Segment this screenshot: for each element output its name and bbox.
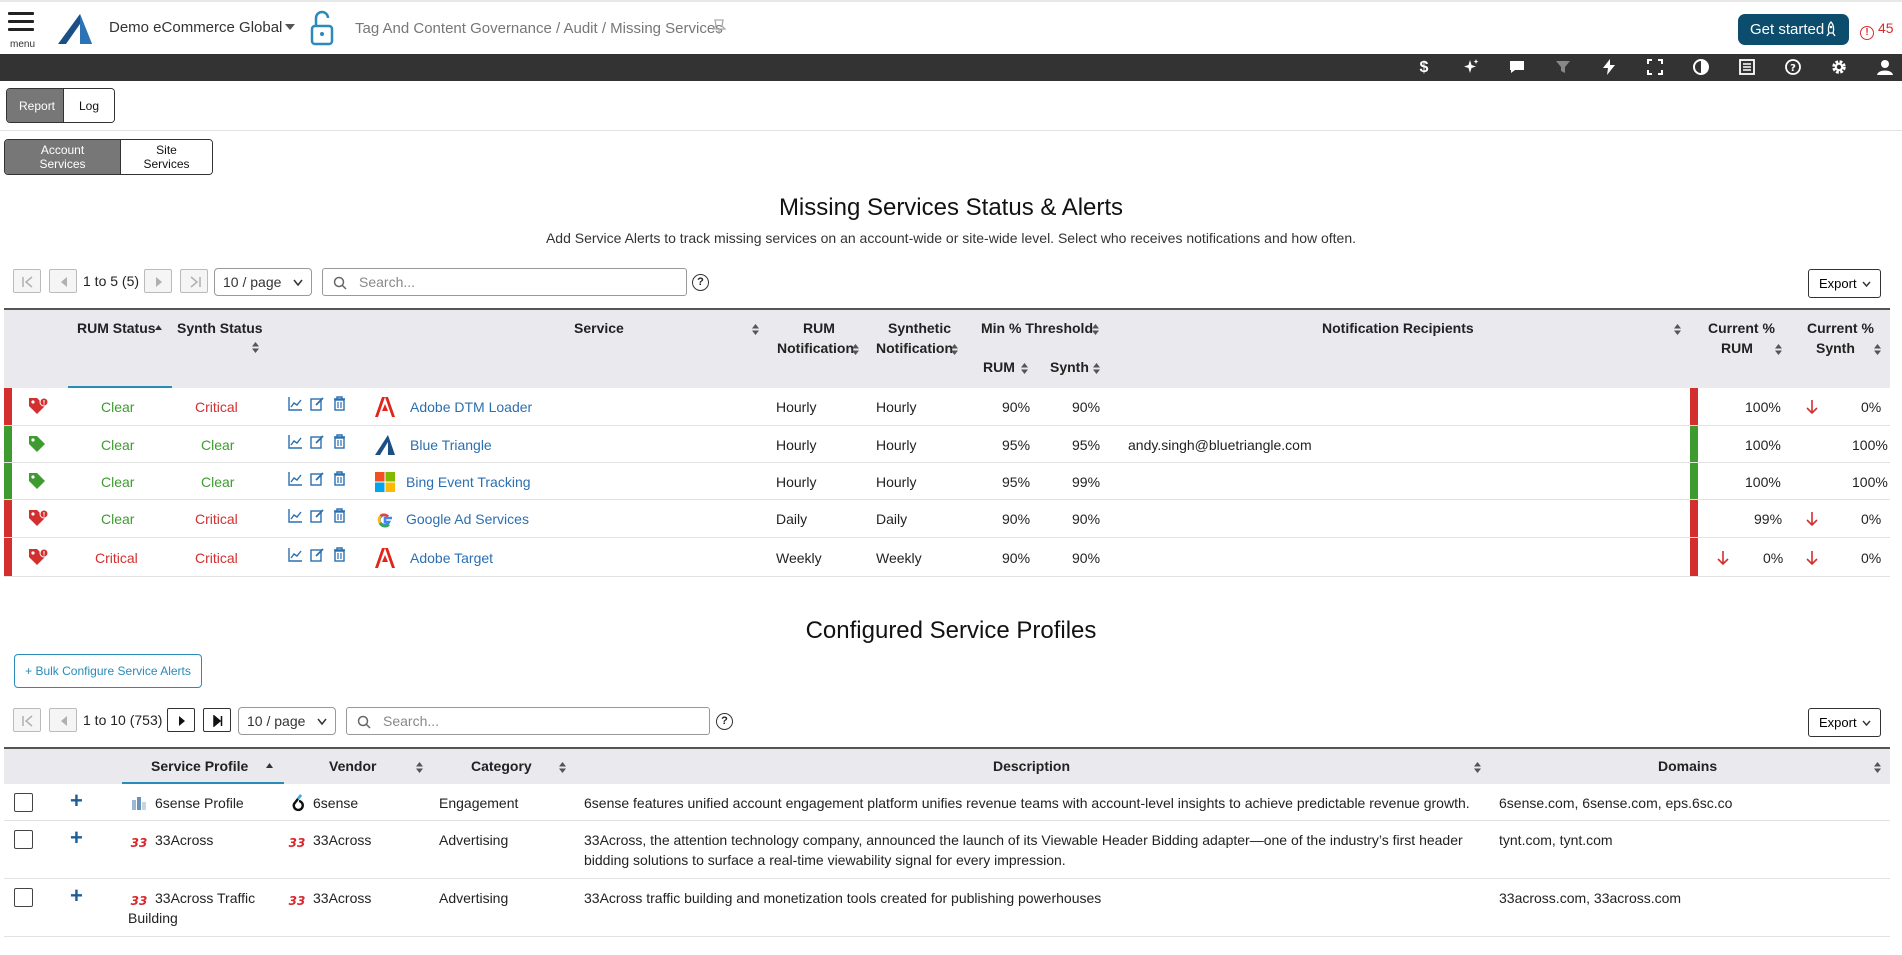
rum-status: Clear xyxy=(101,474,135,490)
svg-text:33: 33 xyxy=(130,836,148,848)
tag-alert-icon xyxy=(28,548,48,566)
rocket-icon xyxy=(1823,21,1839,37)
svg-text:33: 33 xyxy=(288,836,306,848)
arrow-down-icon xyxy=(1806,511,1818,527)
page-size-value: 10 / page xyxy=(223,274,282,290)
prev-page-button[interactable] xyxy=(49,269,77,293)
threshold-rum: 90% xyxy=(1002,550,1031,566)
menu-label: menu xyxy=(10,39,36,50)
synth-status: Critical xyxy=(195,550,238,566)
pin-icon[interactable] xyxy=(712,19,726,35)
table-row[interactable] xyxy=(4,821,1890,879)
col-rum-notification-l2[interactable]: Notification xyxy=(777,340,854,356)
current-rum: 100% xyxy=(1745,474,1781,490)
category: Advertising xyxy=(439,832,509,848)
arrow-down-icon xyxy=(1806,399,1818,415)
prev-page-button[interactable] xyxy=(49,708,77,732)
col-vendor[interactable]: Vendor xyxy=(329,758,377,774)
vendor: 33Across xyxy=(313,832,372,848)
col-category[interactable]: Category xyxy=(471,758,532,774)
svg-text:!: ! xyxy=(42,511,46,519)
contrast-icon[interactable] xyxy=(1691,58,1711,78)
domains: 6sense.com, 6sense.com, eps.6sc.co xyxy=(1499,795,1733,811)
alert-icon: ! xyxy=(1860,26,1874,40)
account-dropdown-icon[interactable] xyxy=(285,24,295,30)
service-link[interactable]: Bing Event Tracking xyxy=(406,474,531,490)
threshold-synth: 90% xyxy=(1072,550,1101,566)
first-page-button[interactable] xyxy=(13,269,41,293)
export-label: Export xyxy=(1819,276,1857,291)
rum-status: Clear xyxy=(101,399,135,415)
fullscreen-icon[interactable] xyxy=(1645,58,1665,78)
toolbar xyxy=(0,54,1902,81)
microsoft-logo-icon xyxy=(374,471,396,493)
account-name[interactable]: Demo eCommerce Global xyxy=(109,19,283,36)
help-icon[interactable]: ? xyxy=(716,713,733,730)
synth-notification: Hourly xyxy=(876,474,917,490)
service-profile: 33Across Traffic Building xyxy=(128,890,256,926)
tag-alert-icon xyxy=(28,509,48,527)
rum-notification: Hourly xyxy=(776,399,817,415)
chevron-down-icon xyxy=(1862,720,1871,727)
rum-status: Clear xyxy=(101,511,135,527)
search-icon xyxy=(357,715,371,729)
sort-icon[interactable] xyxy=(1874,762,1881,773)
arrow-down-icon xyxy=(1717,550,1729,566)
sort-icon[interactable] xyxy=(1674,324,1681,335)
status-stripe xyxy=(1690,426,1698,462)
top-header xyxy=(0,0,1902,54)
next-page-button[interactable] xyxy=(167,708,195,732)
tab-log[interactable]: Log xyxy=(64,89,114,122)
category: Engagement xyxy=(439,795,519,811)
current-synth: 100% xyxy=(1852,474,1888,490)
col-recipients[interactable]: Notification Recipients xyxy=(1322,320,1474,336)
trash-icon[interactable] xyxy=(332,434,347,449)
col-description[interactable]: Description xyxy=(993,758,1071,774)
adobe-logo-icon xyxy=(374,547,396,569)
chart-icon[interactable] xyxy=(288,508,303,523)
alerts-subtitle: Add Service Alerts to track missing services on an account-wide or site-wide level. Select who receives notifications and how often. xyxy=(545,230,1357,246)
6sense-logo-icon xyxy=(290,793,306,813)
trash-icon[interactable] xyxy=(332,547,347,562)
add-icon[interactable]: + xyxy=(70,883,83,908)
status-stripe xyxy=(4,426,12,462)
edit-icon[interactable] xyxy=(310,396,325,411)
synth-notification: Hourly xyxy=(876,437,917,453)
service-link[interactable]: Google Ad Services xyxy=(406,511,529,527)
description: 6sense features unified account engagement platform unifies revenue teams with account-level insights to achieve predictable revenue growth. xyxy=(584,795,1470,811)
dollar-icon[interactable]: $ xyxy=(1419,59,1429,76)
current-synth: 0% xyxy=(1861,550,1882,566)
edit-icon[interactable] xyxy=(310,547,325,562)
svg-text:33: 33 xyxy=(130,894,148,906)
sort-icon[interactable] xyxy=(752,324,759,335)
menu-button[interactable] xyxy=(8,12,38,48)
alerts-table xyxy=(4,308,1890,578)
description: 33Across traffic building and monetization tools created for publishing powerhouses xyxy=(584,890,1102,906)
chart-icon[interactable] xyxy=(288,434,303,449)
tab-site-services[interactable]: Site Services xyxy=(121,140,212,174)
blue-triangle-logo-icon[interactable] xyxy=(56,12,94,46)
svg-text:?: ? xyxy=(1790,63,1796,74)
status-stripe xyxy=(4,463,12,499)
view-tabs xyxy=(6,88,115,123)
chevron-down-icon xyxy=(317,718,327,726)
row-checkbox[interactable] xyxy=(14,830,33,849)
sort-icon[interactable] xyxy=(1775,344,1782,355)
current-synth: 0% xyxy=(1861,511,1882,527)
alerts-indicator[interactable] xyxy=(1860,20,1894,40)
table-row[interactable] xyxy=(4,538,1890,577)
table-row[interactable] xyxy=(4,426,1890,463)
trash-icon[interactable] xyxy=(332,508,347,523)
status-stripe xyxy=(1690,388,1698,425)
page-range: 1 to 5 (5) xyxy=(83,273,140,289)
alert-count: 45 xyxy=(1878,20,1894,36)
table-row[interactable] xyxy=(4,879,1890,937)
current-rum: 99% xyxy=(1754,511,1783,527)
service-link[interactable]: Adobe Target xyxy=(410,550,494,566)
synth-status: Clear xyxy=(201,474,235,490)
tag-alert-icon xyxy=(28,397,48,415)
notification-recipients: andy.singh@bluetriangle.com xyxy=(1128,437,1312,453)
synth-status: Critical xyxy=(195,399,238,415)
current-synth: 0% xyxy=(1861,399,1882,415)
menu-icon-bar xyxy=(8,20,34,23)
export-label: Export xyxy=(1819,715,1857,730)
sort-asc-icon[interactable] xyxy=(266,762,273,773)
sort-icon[interactable] xyxy=(1874,344,1881,355)
alerts-search[interactable] xyxy=(322,268,687,296)
sort-icon[interactable] xyxy=(1474,762,1481,773)
trash-icon[interactable] xyxy=(332,396,347,411)
profiles-title: Configured Service Profiles xyxy=(805,617,1097,644)
synth-status: Clear xyxy=(201,437,235,453)
profiles-search[interactable] xyxy=(346,707,710,735)
category: Advertising xyxy=(439,890,509,906)
google-logo-icon xyxy=(374,509,396,531)
get-started-label: Get started xyxy=(1750,21,1825,38)
next-page-button[interactable] xyxy=(144,269,172,293)
col-threshold-synth[interactable]: Synth xyxy=(1050,359,1089,375)
svg-text:33: 33 xyxy=(288,894,306,906)
filter-icon[interactable] xyxy=(1553,58,1573,78)
comment-icon[interactable] xyxy=(1507,58,1527,78)
breadcrumb: Tag And Content Governance / Audit / Missing Services xyxy=(355,20,723,37)
col-service[interactable]: Service xyxy=(574,320,624,336)
33across-logo-icon xyxy=(128,836,150,848)
synth-status: Critical xyxy=(195,511,238,527)
33across-logo-icon xyxy=(286,894,308,906)
page-size-value: 10 / page xyxy=(247,713,306,729)
sort-icon[interactable] xyxy=(559,762,566,773)
status-stripe xyxy=(4,500,12,537)
col-current-synth-l1[interactable]: Current % xyxy=(1807,320,1874,336)
col-current-rum-l2[interactable]: RUM xyxy=(1721,340,1753,356)
threshold-rum: 90% xyxy=(1002,511,1031,527)
threshold-synth: 99% xyxy=(1072,474,1101,490)
service-link[interactable]: Blue Triangle xyxy=(410,437,492,453)
col-current-synth-l2[interactable]: Synth xyxy=(1816,340,1855,356)
table-row[interactable] xyxy=(4,388,1890,426)
svg-text:!: ! xyxy=(42,399,46,407)
edit-icon[interactable] xyxy=(310,471,325,486)
export-button[interactable] xyxy=(1808,708,1881,737)
col-current-rum-l1[interactable]: Current % xyxy=(1708,320,1775,336)
sort-icon[interactable] xyxy=(1092,324,1099,335)
domains: tynt.com, tynt.com xyxy=(1499,832,1613,848)
threshold-rum: 90% xyxy=(1002,399,1031,415)
threshold-synth: 90% xyxy=(1072,511,1101,527)
status-stripe xyxy=(1690,463,1698,499)
table-row[interactable] xyxy=(4,500,1890,538)
tab-report[interactable]: Report xyxy=(7,89,64,122)
col-domains[interactable]: Domains xyxy=(1658,758,1718,774)
sort-icon[interactable] xyxy=(951,344,958,355)
chart-icon[interactable] xyxy=(288,396,303,411)
status-stripe xyxy=(4,538,12,576)
rum-notification: Hourly xyxy=(776,474,817,490)
service-tabs xyxy=(4,139,213,175)
col-threshold[interactable]: Min % Threshold xyxy=(981,320,1093,336)
last-page-button[interactable] xyxy=(180,269,208,293)
status-stripe xyxy=(1690,500,1698,537)
chevron-down-icon xyxy=(1862,281,1871,288)
col-rum-notification-l1[interactable]: RUM xyxy=(803,320,835,336)
service-profile: 33Across xyxy=(155,832,214,848)
sort-icon[interactable] xyxy=(852,344,859,355)
sort-icon[interactable] xyxy=(416,762,423,773)
rum-status: Critical xyxy=(95,550,138,566)
rum-notification: Daily xyxy=(776,511,808,527)
page-size-select[interactable] xyxy=(238,707,336,735)
arrow-down-icon xyxy=(1806,550,1818,566)
profiles-table xyxy=(4,747,1890,947)
threshold-synth: 90% xyxy=(1072,399,1101,415)
vendor: 33Across xyxy=(313,890,372,906)
menu-icon xyxy=(8,12,34,15)
status-stripe xyxy=(1690,538,1698,576)
trash-icon[interactable] xyxy=(332,471,347,486)
synth-notification: Hourly xyxy=(876,399,917,415)
sort-icon[interactable] xyxy=(1021,363,1028,374)
current-synth: 100% xyxy=(1852,437,1888,453)
chevron-down-icon xyxy=(293,279,303,287)
rum-status: Clear xyxy=(101,437,135,453)
sort-asc-icon[interactable] xyxy=(155,324,162,335)
profiles-table-header xyxy=(4,747,1890,784)
col-synth-notification-l2[interactable]: Notification xyxy=(876,340,953,356)
col-service-profile[interactable]: Service Profile xyxy=(151,758,249,774)
page-size-select[interactable] xyxy=(214,268,312,296)
vendor: 6sense xyxy=(313,795,359,811)
get-started-button[interactable] xyxy=(1738,14,1849,45)
search-input[interactable] xyxy=(381,711,671,731)
rum-notification: Weekly xyxy=(776,550,822,566)
sparkle-icon[interactable] xyxy=(1461,58,1481,78)
current-rum: 100% xyxy=(1745,437,1781,453)
table-row[interactable] xyxy=(4,784,1890,821)
bolt-icon[interactable] xyxy=(1599,58,1619,78)
add-icon[interactable]: + xyxy=(70,788,83,813)
bulk-configure-button[interactable]: + Bulk Configure Service Alerts xyxy=(14,654,202,688)
edit-icon[interactable] xyxy=(310,434,325,449)
rum-notification: Hourly xyxy=(776,437,817,453)
synth-notification: Daily xyxy=(876,511,908,527)
gear-icon[interactable] xyxy=(1829,58,1849,78)
tag-icon xyxy=(28,472,48,490)
tab-account-services[interactable]: Account Services xyxy=(5,140,121,174)
service-profile: 6sense Profile xyxy=(155,795,244,811)
user-icon[interactable] xyxy=(1875,58,1895,78)
last-page-button[interactable] xyxy=(203,708,231,732)
current-rum: 100% xyxy=(1745,399,1781,415)
status-stripe xyxy=(4,388,12,425)
alerts-title: Missing Services Status & Alerts xyxy=(778,194,1124,221)
divider xyxy=(0,130,1902,131)
threshold-synth: 95% xyxy=(1072,437,1101,453)
service-link[interactable]: Adobe DTM Loader xyxy=(410,399,533,415)
search-input[interactable] xyxy=(357,272,647,292)
6sense-profile-icon xyxy=(130,794,150,812)
first-page-button[interactable] xyxy=(13,708,41,732)
search-icon xyxy=(333,276,347,290)
table-row[interactable] xyxy=(4,463,1890,500)
col-rum-status[interactable]: RUM Status xyxy=(77,320,156,336)
menu-icon-bar xyxy=(8,28,34,31)
threshold-rum: 95% xyxy=(1002,437,1031,453)
blue-triangle-logo-icon xyxy=(374,434,396,456)
add-icon[interactable]: + xyxy=(70,825,83,850)
help-icon[interactable] xyxy=(1783,58,1803,78)
synth-notification: Weekly xyxy=(876,550,922,566)
description: 33Across, the attention technology company, announced the launch of its Viewable Header Bidding adapter—one of the industry’s first header bidding solutions to surface a real-time viewability signal for every impression. xyxy=(584,832,1463,868)
threshold-rum: 95% xyxy=(1002,474,1031,490)
help-icon[interactable]: ? xyxy=(692,274,709,291)
current-rum: 0% xyxy=(1763,550,1784,566)
list-icon[interactable] xyxy=(1737,58,1757,78)
col-synth-notification-l1[interactable]: Synthetic xyxy=(888,320,952,336)
alerts-table-header xyxy=(4,308,1890,388)
adobe-logo-icon xyxy=(374,396,396,418)
col-threshold-rum[interactable]: RUM xyxy=(983,359,1015,375)
chart-icon[interactable] xyxy=(288,471,303,486)
tag-icon xyxy=(28,435,48,453)
col-synth-status[interactable]: Synth Status xyxy=(177,320,263,336)
chart-icon[interactable] xyxy=(288,547,303,562)
row-checkbox[interactable] xyxy=(14,793,33,812)
export-button[interactable] xyxy=(1808,269,1881,298)
sort-icon[interactable] xyxy=(252,342,259,353)
edit-icon[interactable] xyxy=(310,508,325,523)
sort-icon[interactable] xyxy=(1093,363,1100,374)
domains: 33across.com, 33across.com xyxy=(1499,890,1682,906)
row-checkbox[interactable] xyxy=(14,888,33,907)
svg-text:!: ! xyxy=(42,550,46,558)
33across-logo-icon xyxy=(286,836,308,848)
unlock-icon[interactable] xyxy=(308,10,336,48)
page-range: 1 to 10 (753) xyxy=(83,712,163,728)
